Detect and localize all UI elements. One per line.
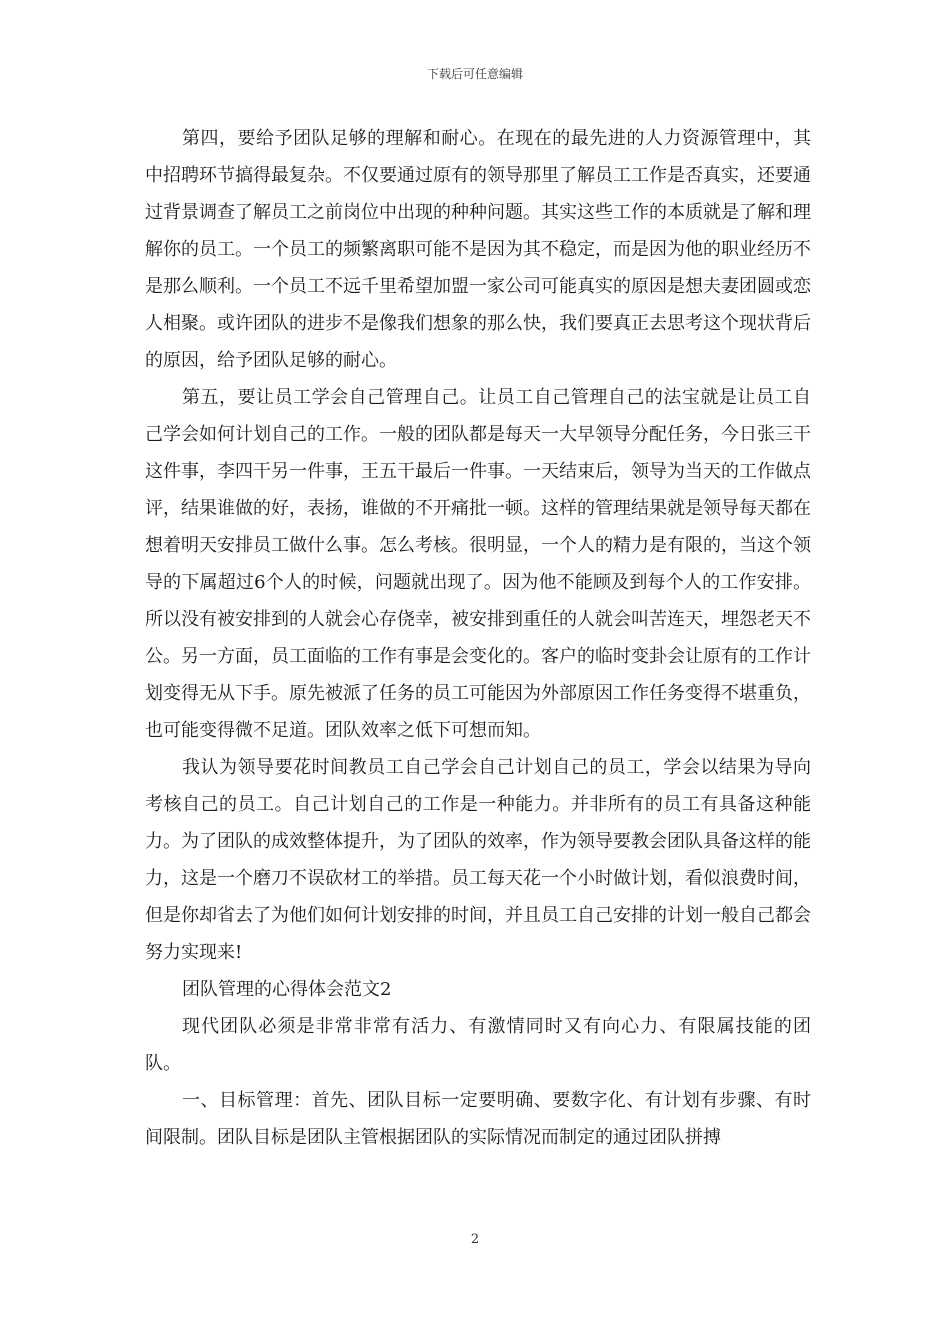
section-heading: 团队管理的心得体会范文2 [182,979,392,1000]
page-footer [0,1232,950,1248]
paragraph-fourth-point: 第四，要给予团队足够的理解和耐心。在现在的最先进的人力资源管理中，其中招聘环节搞得最复杂。不仅要通过原有的领导那里了解员工工作是否真实，还要通过背景调查了解员工之前岗位中出现的种种问题。其实这些工作的本质就是了解和理解你的员工。一个员工的频繁离职可能不是因为其不稳定，而是因为他的职业经历不是那么顺利。一个员工不远千里希望加盟一家公司可能真实的原因是想夫妻团圆或恋人相聚。或许团队的进步不是像我们想象的那么快，我们要真正去思考这个现状背后的原因，给予团队足够的耐心。 [145,128,811,371]
paragraph-goal-management: 一、目标管理：首先、团队目标一定要明确、要数字化、有计划有步骤、有时间限制。团队目标是团队主管根据团队的实际情况而制定的通过团队拼搏 [145,1090,811,1148]
header-text: 下载后可任意编辑 [426,67,523,81]
document-body [145,120,811,1156]
paragraph-fifth-point: 第五，要让员工学会自己管理自己。让员工自己管理自己的法宝就是让员工自己学会如何计划自己的工作。一般的团队都是每天一大早领导分配任务，今日张三干这件事，李四干另一件事，王五干最后一件事。一天结束后，领导为当天的工作做点评，结果谁做的好，表扬，谁做的不开痛批一顿。这样的管理结果就是领导每天都在想着明天安排员工做什么事。怎么考核。很明显，一个人的精力是有限的，当这个领导的下属超过6个人的时候，问题就出现了。因为他不能顾及到每个人的工作安排。所以没有被安排到的人就会心存侥幸，被安排到重任的人就会叫苦连天，埋怨老天不公。另一方面，员工面临的工作有事是会变化的。客户的临时变卦会让原有的工作计划变得无从下手。原先被派了任务的员工可能因为外部原因工作任务变得不堪重负，也可能变得微不足道。团队效率之低下可想而知。 [145,387,811,741]
page-header [0,66,950,82]
paragraph-modern-team: 现代团队必须是非常非常有活力、有激情同时又有向心力、有限属技能的团队。 [145,1016,811,1074]
page-number: 2 [470,1232,480,1247]
paragraph-opinion: 我认为领导要花时间教员工自己学会自己计划自己的员工，学会以结果为导向考核自己的员工。自己计划自己的工作是一种能力。并非所有的员工有具备这种能力。为了团队的成效整体提升，为了团队的效率，作为领导要教会团队具备这样的能力，这是一个磨刀不误砍材工的举措。员工每天花一个小时做计划，看似浪费时间，但是你却省去了为他们如何计划安排的时间，并且员工自己安排的计划一般自己都会努力实现来! [145,757,811,963]
